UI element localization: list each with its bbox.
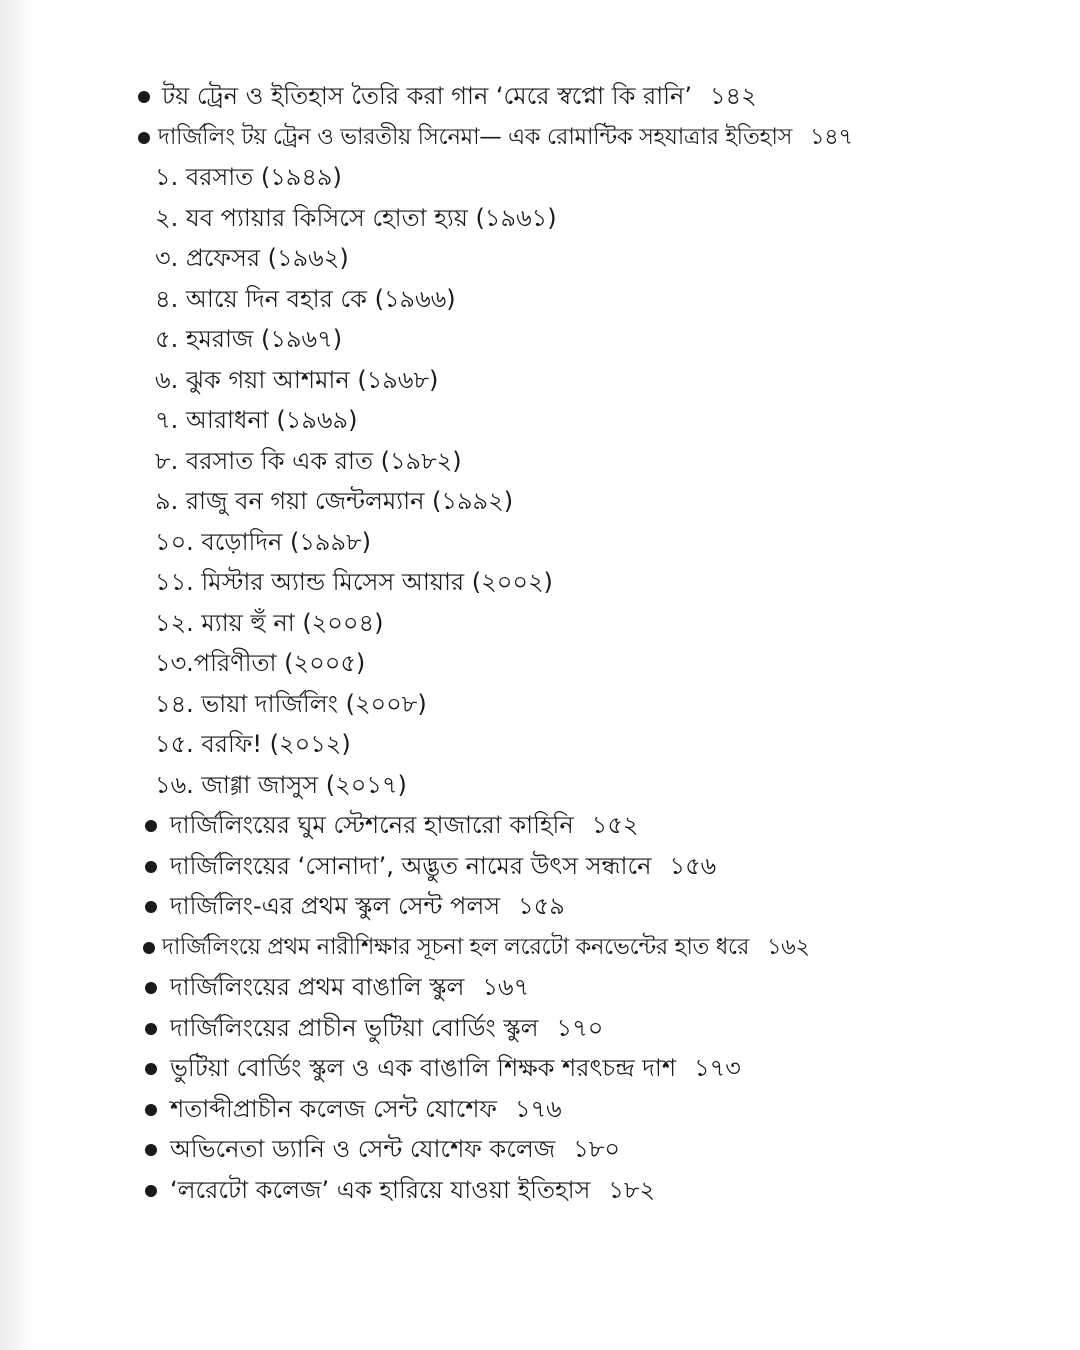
toc-entry-page: ১৪২ <box>709 82 757 110</box>
table-of-contents <box>0 76 1080 1210</box>
toc-entry-page: ১৪৭ <box>809 123 853 150</box>
toc-entry-title: ভুটিয়া বোর্ডিং স্কুল ও এক বাঙালি শিক্ষক শরৎচন্দ্র দাশ <box>170 1054 677 1082</box>
film-item: ৬. ঝুক গয়া আশমান (১৯৬৮) <box>155 365 439 394</box>
toc-entry <box>0 886 1080 927</box>
film-item: ৯. রাজু বন গয়া জেন্টলম্যান (১৯৯২) <box>155 487 514 515</box>
toc-entry-page: ১৬৭ <box>482 973 530 1001</box>
bullet-icon <box>143 942 155 954</box>
toc-entry-page: ১৫৬ <box>669 851 717 880</box>
toc-entry-page: ১৭৩ <box>694 1054 741 1082</box>
toc-entry <box>0 805 1080 846</box>
toc-entry-page: ১৭০ <box>556 1013 604 1042</box>
toc-entry-page: ১৬২ <box>766 933 810 960</box>
bullet-icon <box>138 91 150 103</box>
film-item: ৪. আয়ে দিন বহার কে (১৯৬৬) <box>155 284 456 313</box>
toc-entry-title: ‘লরেটো কলেজ’ এক হারিয়ে যাওয়া ইতিহাস <box>170 1175 591 1204</box>
toc-entry-title: দার্জিলিং টয় ট্রেন ও ভারতীয় সিনেমা— এক রোমান্টিক সহযাত্রার ইতিহাস <box>158 123 792 150</box>
toc-entry-title: দার্জিলিংয়ের প্রথম বাঙালি স্কুল <box>170 973 465 1001</box>
film-item: ১৩.পরিণীতা (২০০৫) <box>155 649 366 677</box>
bullet-icon <box>138 132 150 144</box>
bullet-icon <box>145 1185 157 1197</box>
toc-entry <box>0 846 1080 887</box>
film-item: ১. বরসাত (১৯৪৯) <box>155 163 342 191</box>
bullet-icon <box>145 861 157 873</box>
bullet-icon <box>145 901 157 913</box>
film-item: ২. যব প্যায়ার কিসিসে হোতা হ্যয় (১৯৬১) <box>155 203 557 232</box>
toc-entry-page: ১৭৬ <box>514 1094 562 1123</box>
toc-entry <box>0 117 1080 158</box>
toc-entry <box>0 1089 1080 1130</box>
toc-entry-title: টয় ট্রেন ও ইতিহাস তৈরি করা গান ‘মেরে স্বপ্নো কি রানি’ <box>162 82 692 110</box>
film-item: ৫. হমরাজ (১৯৬৭) <box>155 325 343 353</box>
bullet-icon <box>145 1023 157 1035</box>
toc-entry-page: ১৮০ <box>573 1135 620 1163</box>
toc-entry-title: দার্জিলিংয়ের ঘুম স্টেশনের হাজারো কাহিনি <box>170 811 574 839</box>
bullet-icon <box>145 820 157 832</box>
toc-entry <box>0 1008 1080 1049</box>
toc-entry-title: অভিনেতা ড্যানি ও সেন্ট যোশেফ কলেজ <box>170 1135 556 1163</box>
toc-entry-page: ১৮২ <box>608 1175 656 1204</box>
film-item: ১২. ম্যায় হুঁ না (২০০৪) <box>155 608 384 637</box>
bullet-icon <box>145 1144 157 1156</box>
toc-entry <box>0 927 1080 968</box>
toc-entry-title: দার্জিলিং-এর প্রথম স্কুল সেন্ট পলস <box>170 892 501 920</box>
toc-entry-page: ১৫৯ <box>518 892 565 920</box>
bullet-icon <box>145 1063 157 1075</box>
toc-entry-title: দার্জিলিংয়ে প্রথম নারীশিক্ষার সূচনা হল লরেটো কনভেন্টের হাত ধরে <box>162 933 749 960</box>
film-item: ৩. প্রফেসর (১৯৬২) <box>155 244 349 272</box>
film-item: ১০. বড়োদিন (১৯৯৮) <box>155 527 371 556</box>
bullet-icon <box>145 982 157 994</box>
film-item: ১৫. বরফি! (২০১২) <box>155 730 351 758</box>
toc-entry <box>0 1048 1080 1089</box>
toc-entry <box>0 76 1080 117</box>
toc-entry-title: শতাব্দীপ্রাচীন কলেজ সেন্ট যোশেফ <box>170 1094 497 1123</box>
film-item: ১১. মিস্টার অ্যান্ড মিসেস আয়ার (২০০২) <box>155 568 553 596</box>
toc-entry-title: দার্জিলিংয়ের ‘সোনাদা’, অদ্ভুত নামের উৎস সন্ধানে <box>170 851 652 880</box>
film-item: ৮. বরসাত কি এক রাত (১৯৮২) <box>155 446 462 475</box>
toc-entry <box>0 967 1080 1008</box>
film-list <box>0 157 1080 805</box>
toc-entry-title: দার্জিলিংয়ের প্রাচীন ভুটিয়া বোর্ডিং স্কুল <box>170 1013 539 1042</box>
film-item: ১৬. জাগ্গা জাসুস (২০১৭) <box>155 770 407 799</box>
film-item: ৭. আরাধনা (১৯৬৯) <box>155 406 358 434</box>
film-item: ১৪. ভায়া দার্জিলিং (২০০৮) <box>155 689 427 718</box>
toc-entry-page: ১৫২ <box>591 811 639 839</box>
bullet-icon <box>145 1104 157 1116</box>
toc-entry <box>0 1129 1080 1170</box>
toc-entry <box>0 1170 1080 1211</box>
